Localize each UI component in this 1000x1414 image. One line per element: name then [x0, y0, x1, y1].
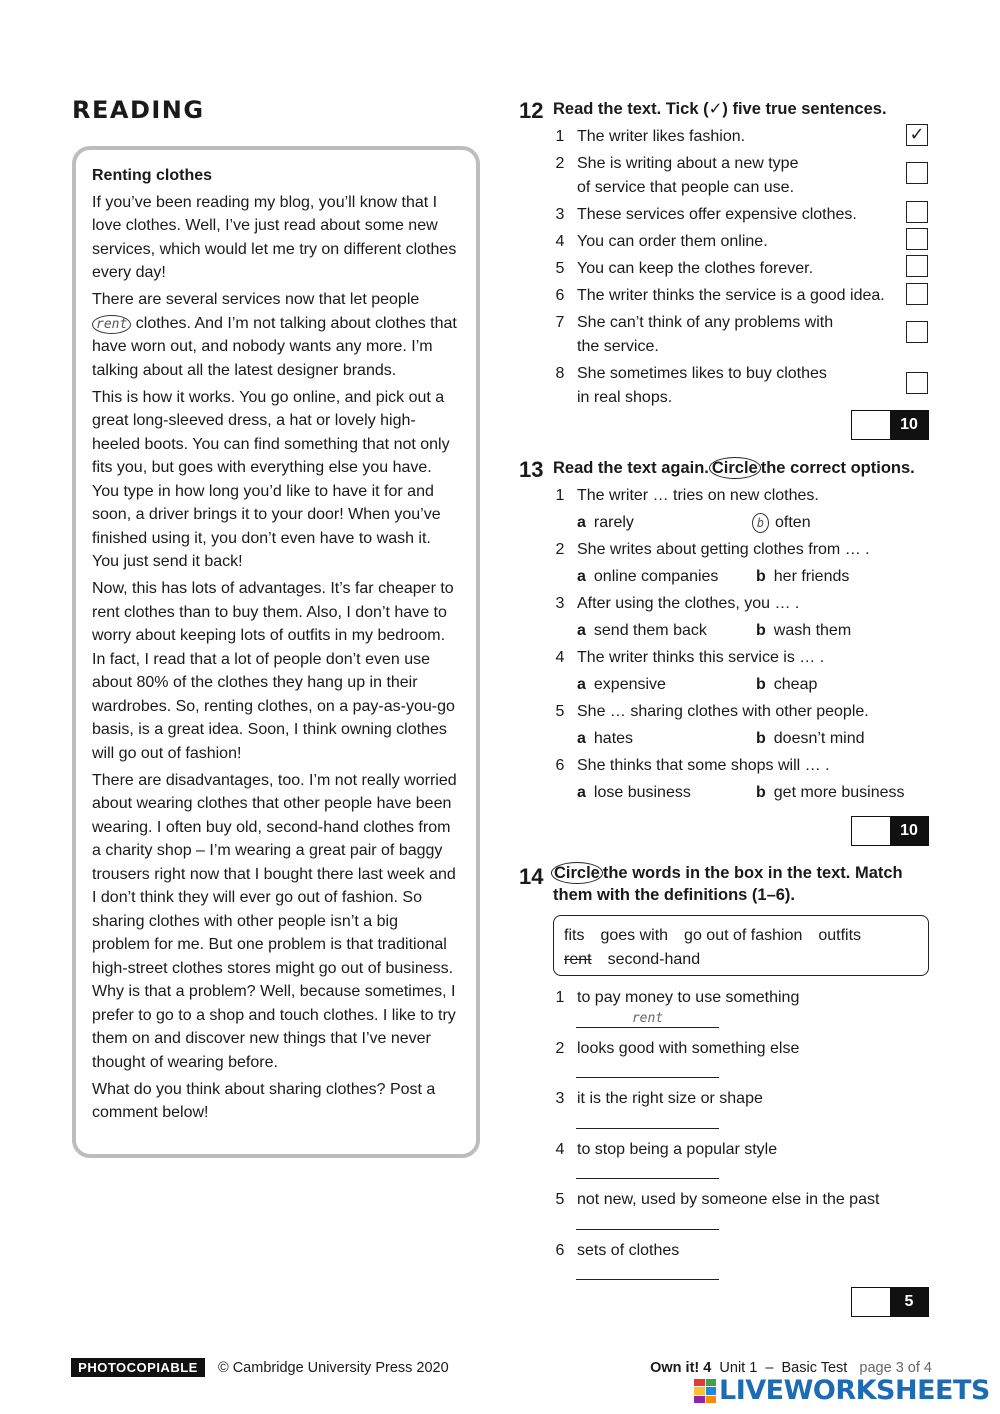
option-letter: a [577, 730, 586, 747]
question-13-number: 13 [519, 457, 544, 482]
q13-option-b[interactable] [752, 511, 811, 535]
q13-item-number: 6 [555, 757, 565, 774]
option-letter: a [577, 514, 586, 531]
q12-score-box [851, 410, 929, 440]
q12-score-value: 10 [890, 411, 928, 439]
q13-option-b[interactable] [756, 619, 851, 643]
q13-option-b[interactable] [756, 781, 905, 805]
q12-checkbox[interactable] [906, 283, 928, 305]
q14-item-number: 1 [555, 989, 565, 1006]
q12-item-number: 4 [555, 233, 565, 250]
q13-item-number: 1 [555, 487, 565, 504]
question-14-number: 14 [519, 864, 544, 889]
q14-item-number: 6 [555, 1242, 565, 1259]
liveworksheets-logo[interactable] [694, 1376, 990, 1406]
option-letter: a [577, 676, 586, 693]
q12-checkbox[interactable] [906, 255, 928, 277]
word-box-word-crossed: rent [564, 950, 592, 968]
q14-item-number: 3 [555, 1090, 565, 1107]
circled-word-rent[interactable]: rent [92, 315, 131, 334]
option-letter: b [756, 568, 766, 585]
option-text: get more business [773, 784, 905, 801]
section-title: READING [72, 96, 205, 124]
q12-item-text-line2: of service that people can use. [577, 178, 795, 196]
q14-answer-field[interactable] [576, 1056, 719, 1078]
q13-item-number: 2 [555, 541, 565, 558]
q14-item-definition: it is the right size or shape [577, 1090, 763, 1107]
q13-item-question: After using the clothes, you … . [577, 595, 800, 612]
q12-item-number: 7 [555, 314, 565, 331]
article-paragraph-2 [92, 288, 460, 382]
q14-item-definition: sets of clothes [577, 1242, 680, 1259]
q13-option-b[interactable] [756, 727, 865, 751]
option-text: often [775, 514, 811, 531]
q14-score-box [851, 1287, 929, 1317]
q12-item-number: 2 [555, 155, 565, 172]
q12-checkbox[interactable] [906, 372, 928, 394]
q12-checkbox[interactable] [906, 162, 928, 184]
q12-item-text-line2: in real shops. [577, 388, 673, 406]
q13-item-question: She … sharing clothes with other people. [577, 703, 869, 720]
option-text: online companies [593, 568, 719, 585]
q14-answer-field[interactable] [576, 1157, 719, 1179]
q13-item-number: 5 [555, 703, 565, 720]
q13-item-question: She thinks that some shops will … . [577, 757, 830, 774]
q12-item-text: These services offer expensive clothes. [577, 206, 857, 223]
article-paragraph-3: This is how it works. You go online, and pick out a great long-sleeved dress, a hat or lovely high-heeled boots. You can find something that not only fits you, but goes with everything else you have. You type in how long you’d like to have it for and soon, a driver brings it to your door! When you’ve finished using it, you don’t even have to wash it. You just send it back! [92, 388, 450, 570]
question-12-instruction: Read the text. Tick (✓) five true sentences. [553, 100, 887, 118]
q13-option-b[interactable] [756, 565, 849, 589]
q14-item-number: 5 [555, 1191, 565, 1208]
unit-label: Unit 1 [719, 1360, 758, 1376]
option-text: send them back [593, 622, 707, 639]
paragraph-2-start: There are several services now that let people [92, 291, 420, 308]
option-letter: b [756, 784, 766, 801]
article-paragraph-6: What do you think about sharing clothes? Post a comment below! [92, 1080, 436, 1121]
article-paragraph-1: If you’ve been reading my blog, you’ll know that I love clothes. Well, I’ve just read about some new services, which would let me try on different clothes every day! [92, 193, 457, 281]
question-12-number: 12 [519, 98, 544, 123]
option-text: expensive [593, 676, 666, 693]
q14-item-number: 4 [555, 1141, 565, 1158]
q14-instruction-end: the words in the box in the text. Match [602, 864, 903, 882]
q12-item-text: You can keep the clothes forever. [577, 260, 814, 277]
option-letter: a [577, 622, 586, 639]
q12-item-text: You can order them online. [577, 233, 768, 250]
q12-item-text: The writer likes fashion. [577, 128, 746, 145]
q12-checkbox[interactable]: ✓ [906, 124, 928, 146]
q13-option-a[interactable] [577, 565, 718, 589]
liveworksheets-logo-icon [694, 1379, 716, 1403]
word-box-word: outfits [818, 927, 862, 944]
option-text: lose business [593, 784, 691, 801]
word-box [553, 915, 929, 976]
q12-checkbox[interactable] [906, 228, 928, 250]
q13-score-box [851, 816, 929, 846]
q13-option-a[interactable] [577, 781, 691, 805]
q12-item-text: She is writing about a new type [577, 155, 799, 172]
q13-instruction-circled: Circle [709, 457, 761, 479]
photocopiable-badge: PHOTOCOPIABLE [71, 1358, 205, 1377]
q14-instruction-circled: Circle [551, 862, 603, 884]
option-letter: a [577, 568, 586, 585]
word-box-word: go out of fashion [684, 927, 803, 944]
q12-item-number: 1 [555, 128, 565, 145]
paragraph-2-end: clothes. And I’m not talking about clothes that have worn out, and nobody wants any more. I’m talking about all the latest designer brands. [92, 314, 457, 379]
q13-option-b[interactable] [756, 673, 817, 697]
option-text: her friends [773, 568, 850, 585]
q13-score-value: 10 [890, 817, 928, 845]
q14-answer-field[interactable]: rent [576, 1006, 719, 1028]
option-text: hates [593, 730, 634, 747]
copyright-notice: © Cambridge University Press 2020 [218, 1360, 449, 1376]
q12-item-number: 6 [555, 287, 565, 304]
q13-instruction-end: the correct options. [760, 459, 915, 477]
article-paragraph-5: There are disadvantages, too. I’m not really worried about wearing clothes that other people have been wearing. I often buy old, second-hand clothes from a charity shop – I’m wearing a great pair of baggy trousers right now that I bought there last week and I don’t think they will ever go out of fashion. So sharing clothes with other people isn’t a big problem for me. But one problem is that traditional high-street clothes stores might go out of business. Why is that a problem? Well, because sometimes, I prefer to go to a shop and touch clothes. I like to try them on and discover new things that I’ve never thought of wearing before. [92, 771, 457, 1071]
q13-item-question: She writes about getting clothes from … . [577, 541, 870, 558]
question-14-instruction-line2: them with the definitions (1–6). [553, 886, 796, 904]
article-paragraph-4: Now, this has lots of advantages. It’s far cheaper to rent clothes than to buy them. Also, I don’t have to worry about keeping lots of outfits in my bedroom. In fact, I read that a lot of people don’t even use about 80% of the clothes they hang up in their wardrobes. So, renting clothes, on a pay-as-you-go basis, is a great idea. Soon, I think owning clothes will go out of fashion! [92, 580, 455, 762]
article-title: Renting clothes [92, 167, 213, 184]
q12-item-number: 3 [555, 206, 565, 223]
q14-item-number: 2 [555, 1040, 565, 1057]
word-box-word: goes with [600, 927, 669, 944]
q12-item-number: 8 [555, 365, 565, 382]
q14-answer-field[interactable] [576, 1107, 719, 1129]
option-letter: b [756, 676, 766, 693]
q13-item-question: The writer thinks this service is … . [577, 649, 825, 666]
q14-item-definition: looks good with something else [577, 1040, 800, 1057]
q14-answer-field[interactable] [576, 1208, 719, 1230]
selected-option-circle: b [752, 513, 769, 533]
option-text: wash them [773, 622, 852, 639]
q12-item-number: 5 [555, 260, 565, 277]
q13-option-a[interactable] [577, 511, 634, 535]
page-number: page 3 of 4 [859, 1360, 932, 1376]
q13-option-a[interactable] [577, 673, 666, 697]
q12-item-text: She can’t think of any problems with [577, 314, 834, 331]
book-title: Own it! 4 [650, 1360, 712, 1376]
word-box-word: second-hand [607, 950, 701, 968]
word-box-word: fits [564, 927, 585, 944]
q14-score-value: 5 [890, 1288, 928, 1316]
q13-option-a[interactable] [577, 727, 633, 751]
option-text: cheap [773, 676, 818, 693]
option-letter: a [577, 784, 586, 801]
test-label: Basic Test [781, 1360, 848, 1376]
option-letter: b [756, 730, 766, 747]
option-text: doesn’t mind [773, 730, 865, 747]
question-14-instruction [551, 862, 903, 884]
q13-item-number: 3 [555, 595, 565, 612]
question-13-instruction [553, 457, 915, 479]
q13-item-question: The writer … tries on new clothes. [577, 487, 819, 504]
q14-answer-field[interactable] [576, 1258, 719, 1280]
liveworksheets-logo-text: LIVEWORKSHEETS [719, 1375, 990, 1406]
q13-item-number: 4 [555, 649, 565, 666]
reading-text-box [72, 146, 480, 1158]
q14-item-definition: not new, used by someone else in the past [577, 1191, 880, 1208]
q14-item-definition: to pay money to use something [577, 989, 800, 1006]
q14-item-definition: to stop being a popular style [577, 1141, 778, 1158]
footer-separator: – [765, 1360, 774, 1376]
q12-item-text-line2: the service. [577, 337, 659, 355]
option-text: rarely [593, 514, 634, 531]
q12-checkbox[interactable] [906, 201, 928, 223]
q13-option-a[interactable] [577, 619, 707, 643]
q12-checkbox[interactable] [906, 321, 928, 343]
q13-instruction-start: Read the text again. [553, 459, 709, 477]
option-letter: b [756, 622, 766, 639]
q12-item-text: She sometimes likes to buy clothes [577, 365, 827, 382]
q12-item-text: The writer thinks the service is a good idea. [577, 287, 885, 304]
